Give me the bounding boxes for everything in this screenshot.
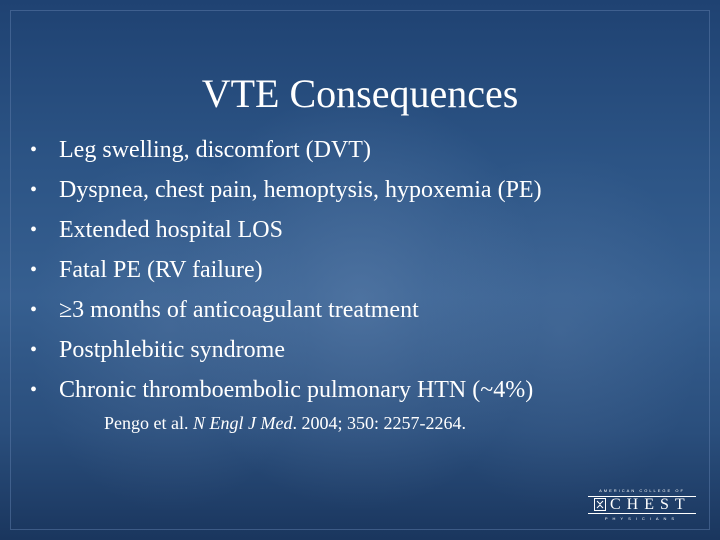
logo-top-text: AMERICAN COLLEGE OF [599, 488, 685, 493]
logo-bottom-text: PHYSICIANS [604, 516, 680, 521]
bullet-text: Chronic thromboembolic pulmonary HTN (~4%) [59, 377, 534, 403]
bullet-text: Fatal PE (RV failure) [59, 257, 263, 283]
bullet-icon: • [30, 219, 38, 241]
bullet-text: Dyspnea, chest pain, hemoptysis, hypoxemia (PE) [59, 177, 542, 203]
bullet-icon: • [30, 139, 38, 161]
citation [104, 412, 466, 434]
bullet-icon: • [30, 379, 38, 401]
chest-logo [588, 488, 696, 524]
bullet-icon: • [30, 179, 38, 201]
logo-rule-bottom [588, 513, 696, 514]
bullet-text: Postphlebitic syndrome [59, 337, 285, 363]
bullet-icon: • [30, 299, 38, 321]
bullet-text: Leg swelling, discomfort (DVT) [59, 137, 371, 163]
bullet-icon: • [30, 259, 38, 281]
bullet-icon: • [30, 339, 38, 361]
bullet-text: Extended hospital LOS [59, 217, 283, 243]
slide-title: VTE Consequences [201, 71, 519, 116]
citation-journal: N Engl J Med [192, 413, 293, 433]
logo-word: CHEST [610, 496, 691, 513]
chest-logo-mark-icon [594, 498, 606, 511]
bullet-text: ≥3 months of anticoagulant treatment [59, 297, 419, 323]
citation-details: . 2004; 350: 2257-2264. [292, 413, 466, 433]
citation-authors: Pengo et al. [104, 413, 193, 433]
